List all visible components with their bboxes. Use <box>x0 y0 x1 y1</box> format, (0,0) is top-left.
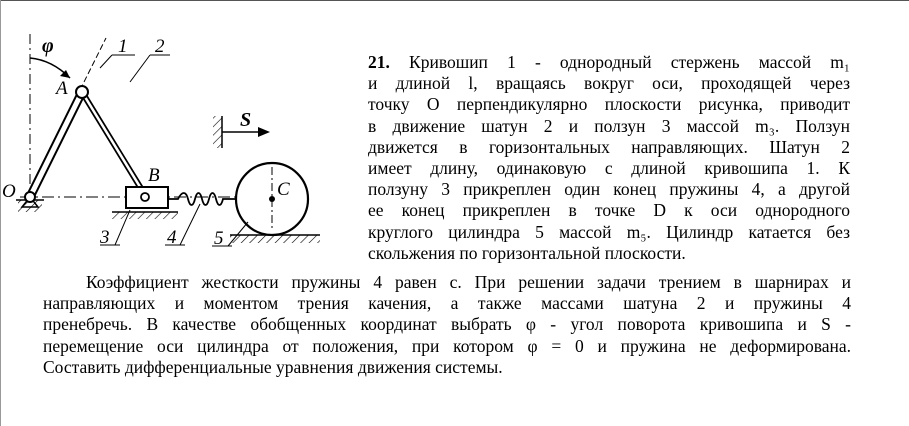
label-a: A <box>56 78 68 99</box>
crank-extension <box>80 38 106 90</box>
problem-line-5: движется в горизонтальных направляющих. Шатун 2 <box>368 136 850 157</box>
label-o: O <box>2 181 16 202</box>
problem-line-9: круглого цилиндра 5 массой m₅. Цилиндр катается без <box>368 221 850 242</box>
problem-number: 21. <box>368 52 390 72</box>
problem-line-7: ползуну 3 прикреплен один конец пружины 4, а другой <box>368 179 850 200</box>
problem-line-10: скольжения по горизонтальной плоскости. <box>368 242 686 263</box>
spring-4 <box>168 193 240 205</box>
mechanism-diagram <box>0 0 360 265</box>
bottom-line-4: перемещение оси цилиндра от положения, при котором φ = 0 и пружина не деформирована. <box>43 335 851 356</box>
bottom-line-2: направляющих и моментом трения качения, а также массами шатуна 2 и пружины 4 <box>43 293 851 314</box>
problem-line-4: в движение шатун 2 и ползун 3 массой m₃. Ползун <box>368 115 850 136</box>
problem-line-8: ее конец прикреплен в точке D к оси однородного <box>368 200 850 221</box>
joint-a <box>76 86 88 98</box>
joint-b <box>141 193 149 201</box>
problem-text-right <box>368 52 850 264</box>
label-s: S <box>240 109 252 131</box>
label-b: B <box>148 165 160 186</box>
label-3: 3 <box>100 227 110 248</box>
label-c: C <box>277 179 290 200</box>
joint-o <box>25 192 35 202</box>
label-1: 1 <box>118 36 128 57</box>
problem-text-bottom <box>43 272 851 378</box>
problem-line-1: 21. Кривошип 1 - однородный стержень массой m₁ <box>368 52 851 72</box>
problem-line-6: имеет длину, одинаковую с длиной кривошипа 1. К <box>368 158 850 179</box>
s-arrow-head <box>258 127 270 137</box>
bottom-line-1: Коэффициент жесткости пружины 4 равен c. При решении задачи трением в шарнирах и <box>86 272 851 292</box>
problem-line-2: и длиной l, вращаясь вокруг оси, проходящей через <box>368 73 850 94</box>
label-5: 5 <box>214 228 224 249</box>
problem-line-3: точку O перпендикулярно плоскости рисунка, приводит <box>368 94 850 115</box>
bottom-line-5: Составить дифференциальные уравнения движения системы. <box>43 356 503 377</box>
label-2: 2 <box>155 36 165 57</box>
label-phi: φ <box>42 35 54 57</box>
label-4: 4 <box>167 227 177 248</box>
bottom-line-3: пренебречь. В качестве обобщенных координат выбрать φ - угол поворота кривошипа и S - <box>43 314 851 335</box>
